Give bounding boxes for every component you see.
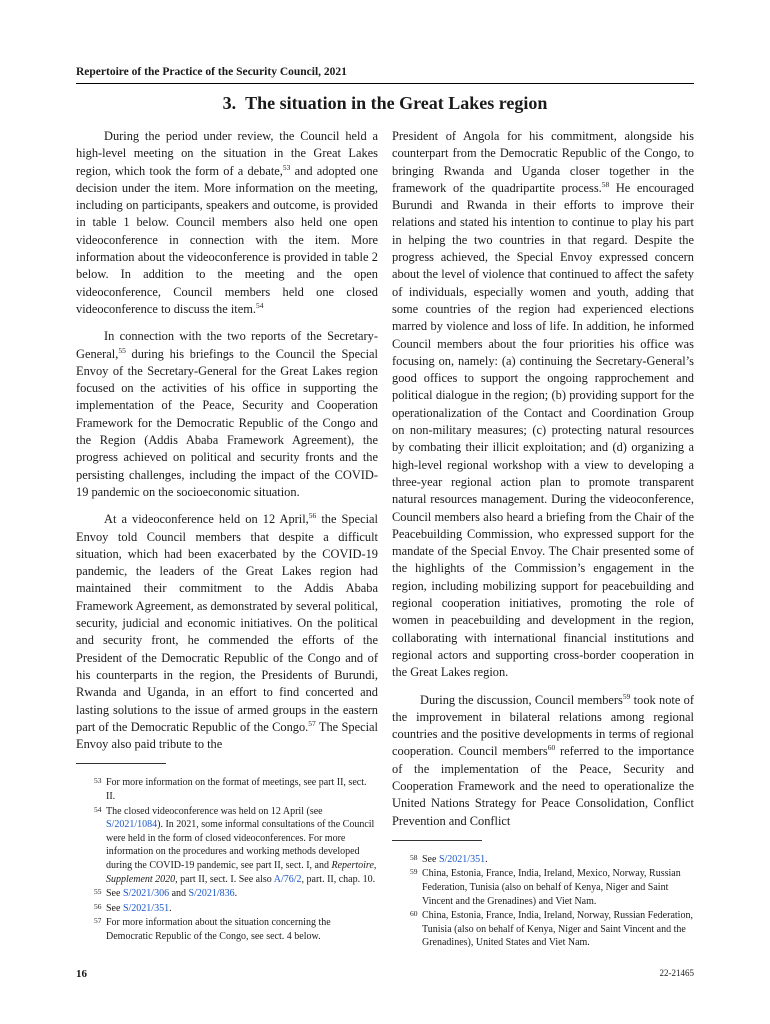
- footnote: 53 For more information on the format of meetings, see part II, sect. II.: [94, 776, 367, 802]
- footnote: 56 See S/2021/351.: [94, 901, 172, 914]
- paragraph-4: During the discussion, Council members$^{59}$ took note of the improvement in bilateral relations among regional countries and the positive developments in terms of regional cooperation. Council members$^{60}$ referred to the importance of the implementation of the Peace, Security and Cooperation Framework and the need to operationalize the United Nations Strategy for Peace Consolidation, Conflict Prevention and Conflict: [392, 691, 694, 828]
- paragraph-3: At a videoconference held on 12 April,$^{56}$ the Special Envoy told Council members that despite a difficult situation, which had been exacerbated by the COVID-19 pandemic, the leaders of the Great Lakes region had maintained their commitment to the Addis Ababa Framework Agreement, as demonstrated by several political, security, judicial and economic initiatives. On the political and security front, he commended the efforts of the President of the Democratic Republic of the Congo and of his counterparts in the region, the Presidents of Burundi, Rwanda and Uganda, in an effort to find concerted and lasting solutions to the issue of armed groups in the eastern part of the Democratic Republic of the Congo.$^{57}$ The Special Envoy also paid tribute to the: [76, 511, 378, 752]
- footnote: 59 China, Estonia, France, India, Ireland, Mexico, Norway, Russian Federation, Tunisia (also on behalf of Kenya, Niger and Saint Vincent and the Grenadines) and Viet Nam.: [410, 867, 681, 907]
- footnote-ref-53[interactable]: 53: [282, 162, 291, 172]
- footnote-ref-56[interactable]: 56: [308, 511, 317, 521]
- paragraph-2: In connection with the two reports of the Secretary-General,$^{55}$ during his briefings to the Council the Special Envoy of the Secretary-General for the Great Lakes region focused on the activities of his office in supporting the implementation of the Peace, Security and Cooperation Framework for the Democratic Republic of the Congo and the Region (Addis Ababa Framework Agreement), the progress achieved on political and security fronts and the persisting challenges, including the impact of the COVID-19 pandemic on the socioeconomic situation.: [76, 329, 378, 499]
- footnote: 60 China, Estonia, France, India, Ireland, Norway, Russian Federation, Tunisia (also on behalf of Kenya, Niger and Saint Vincent and the Grenadines), United States and Viet Nam.: [410, 909, 693, 949]
- document-link[interactable]: S/2021/836: [188, 888, 235, 900]
- document-number: 22-21465: [659, 968, 694, 978]
- document-link[interactable]: S/2021/1084: [106, 819, 158, 831]
- footnote-rule: [392, 840, 482, 841]
- right-column: [392, 128, 694, 951]
- section-title: 3. The situation in the Great Lakes region: [222, 93, 548, 113]
- footnote: 54 The closed videoconference was held on 12 April (see S/2021/1084). In 2021, some informal consultations of the Council were held in the form of closed videoconferences. For more information on the procedures and working methods developed during the COVID-19 pandemic, see part II, sect. I, and Repertoire, Supplement 2020, part II, sect. I. See also A/76/2, part. II, chap. 10.: [94, 804, 377, 885]
- footnote-ref-54[interactable]: 54: [255, 300, 264, 310]
- footnote-ref-59[interactable]: 59: [622, 691, 631, 701]
- footnote-ref-60[interactable]: 60: [547, 743, 556, 753]
- footnote-rule: [76, 763, 166, 764]
- paragraph-1: During the period under review, the Council held a high-level meeting on the situation in the Great Lakes region, which took the form of a debate,$^{53}$ and adopted one decision under the item. More information on the meeting, including on participants, speakers and outcome, is provided in table 1 below. Council members also held one open videoconference in connection with the item. More information about the videoconference is provided in table 2 below. In addition to the meeting and the open videoconference, Council members held one closed videoconference to discuss the item.$^{54}$: [76, 129, 379, 316]
- footnote: 58 See S/2021/351.: [410, 852, 488, 865]
- document-link[interactable]: S/2021/306: [122, 888, 170, 900]
- document-link[interactable]: S/2021/351: [122, 902, 170, 914]
- footnote-ref-58[interactable]: 58: [601, 179, 610, 189]
- footnote: 57 For more information about the situation concerning the Democratic Republic of the Congo, see sect. 4 below.: [94, 916, 331, 942]
- footnote: 55 See S/2021/306 and S/2021/836.: [94, 887, 238, 900]
- header-rule: [76, 83, 694, 84]
- paragraph-3-continued: President of Angola for his commitment, alongside his counterpart from the Democratic Republic of the Congo, to bringing Rwanda and Uganda closer together in the framework of the quadripartite process.$^{58}$ He encouraged Burundi and Rwanda in their efforts to improve their relations and stated his intention to continue to play his part in helping the two countries in that regard. Despite the progress achieved, the Special Envoy expressed concern about the level of violence that continued to affect the safety of individuals, especially women and youth, adding that some countries of the region had experienced elections marred by violence and loss of life. In addition, he informed Council members about the four priorities his office was focusing on, namely: (a) continuing the Secretary-General’s good offices to support the ongoing rapprochement and political dialogue in the region; (b) providing support for the operationalization of the Contact and Coordination Group on non-military measures; (c) protecting natural resources by combating their illicit exploitation; and (d) organizing a high-level regional workshop with a view to developing a three-year regional action plan to promote transparent natural resources management. During the videoconference, Council members also heard a briefing from the Chair of the Peacebuilding Commission, who expressed support for the mandate of the Special Envoy. The Chair presented some of the highlights of the Commission’s engagement in the region, including mobilizing support for peacebuilding and regional cooperation initiatives, promoting the role of women in peacebuilding and development in the region, collaborating with international financial institutions and regional actors and supporting cross-border cooperation in the Great Lakes region.: [392, 129, 695, 680]
- left-column: [76, 128, 378, 945]
- document-link[interactable]: A/76/2: [273, 873, 302, 885]
- footnote-ref-55[interactable]: 55: [118, 345, 126, 355]
- document-link[interactable]: S/2021/351: [438, 853, 486, 865]
- footnote-ref-57[interactable]: 57: [308, 718, 316, 728]
- page-number: 16: [76, 968, 87, 980]
- running-header: Repertoire of the Practice of the Security Council, 2021: [76, 66, 347, 78]
